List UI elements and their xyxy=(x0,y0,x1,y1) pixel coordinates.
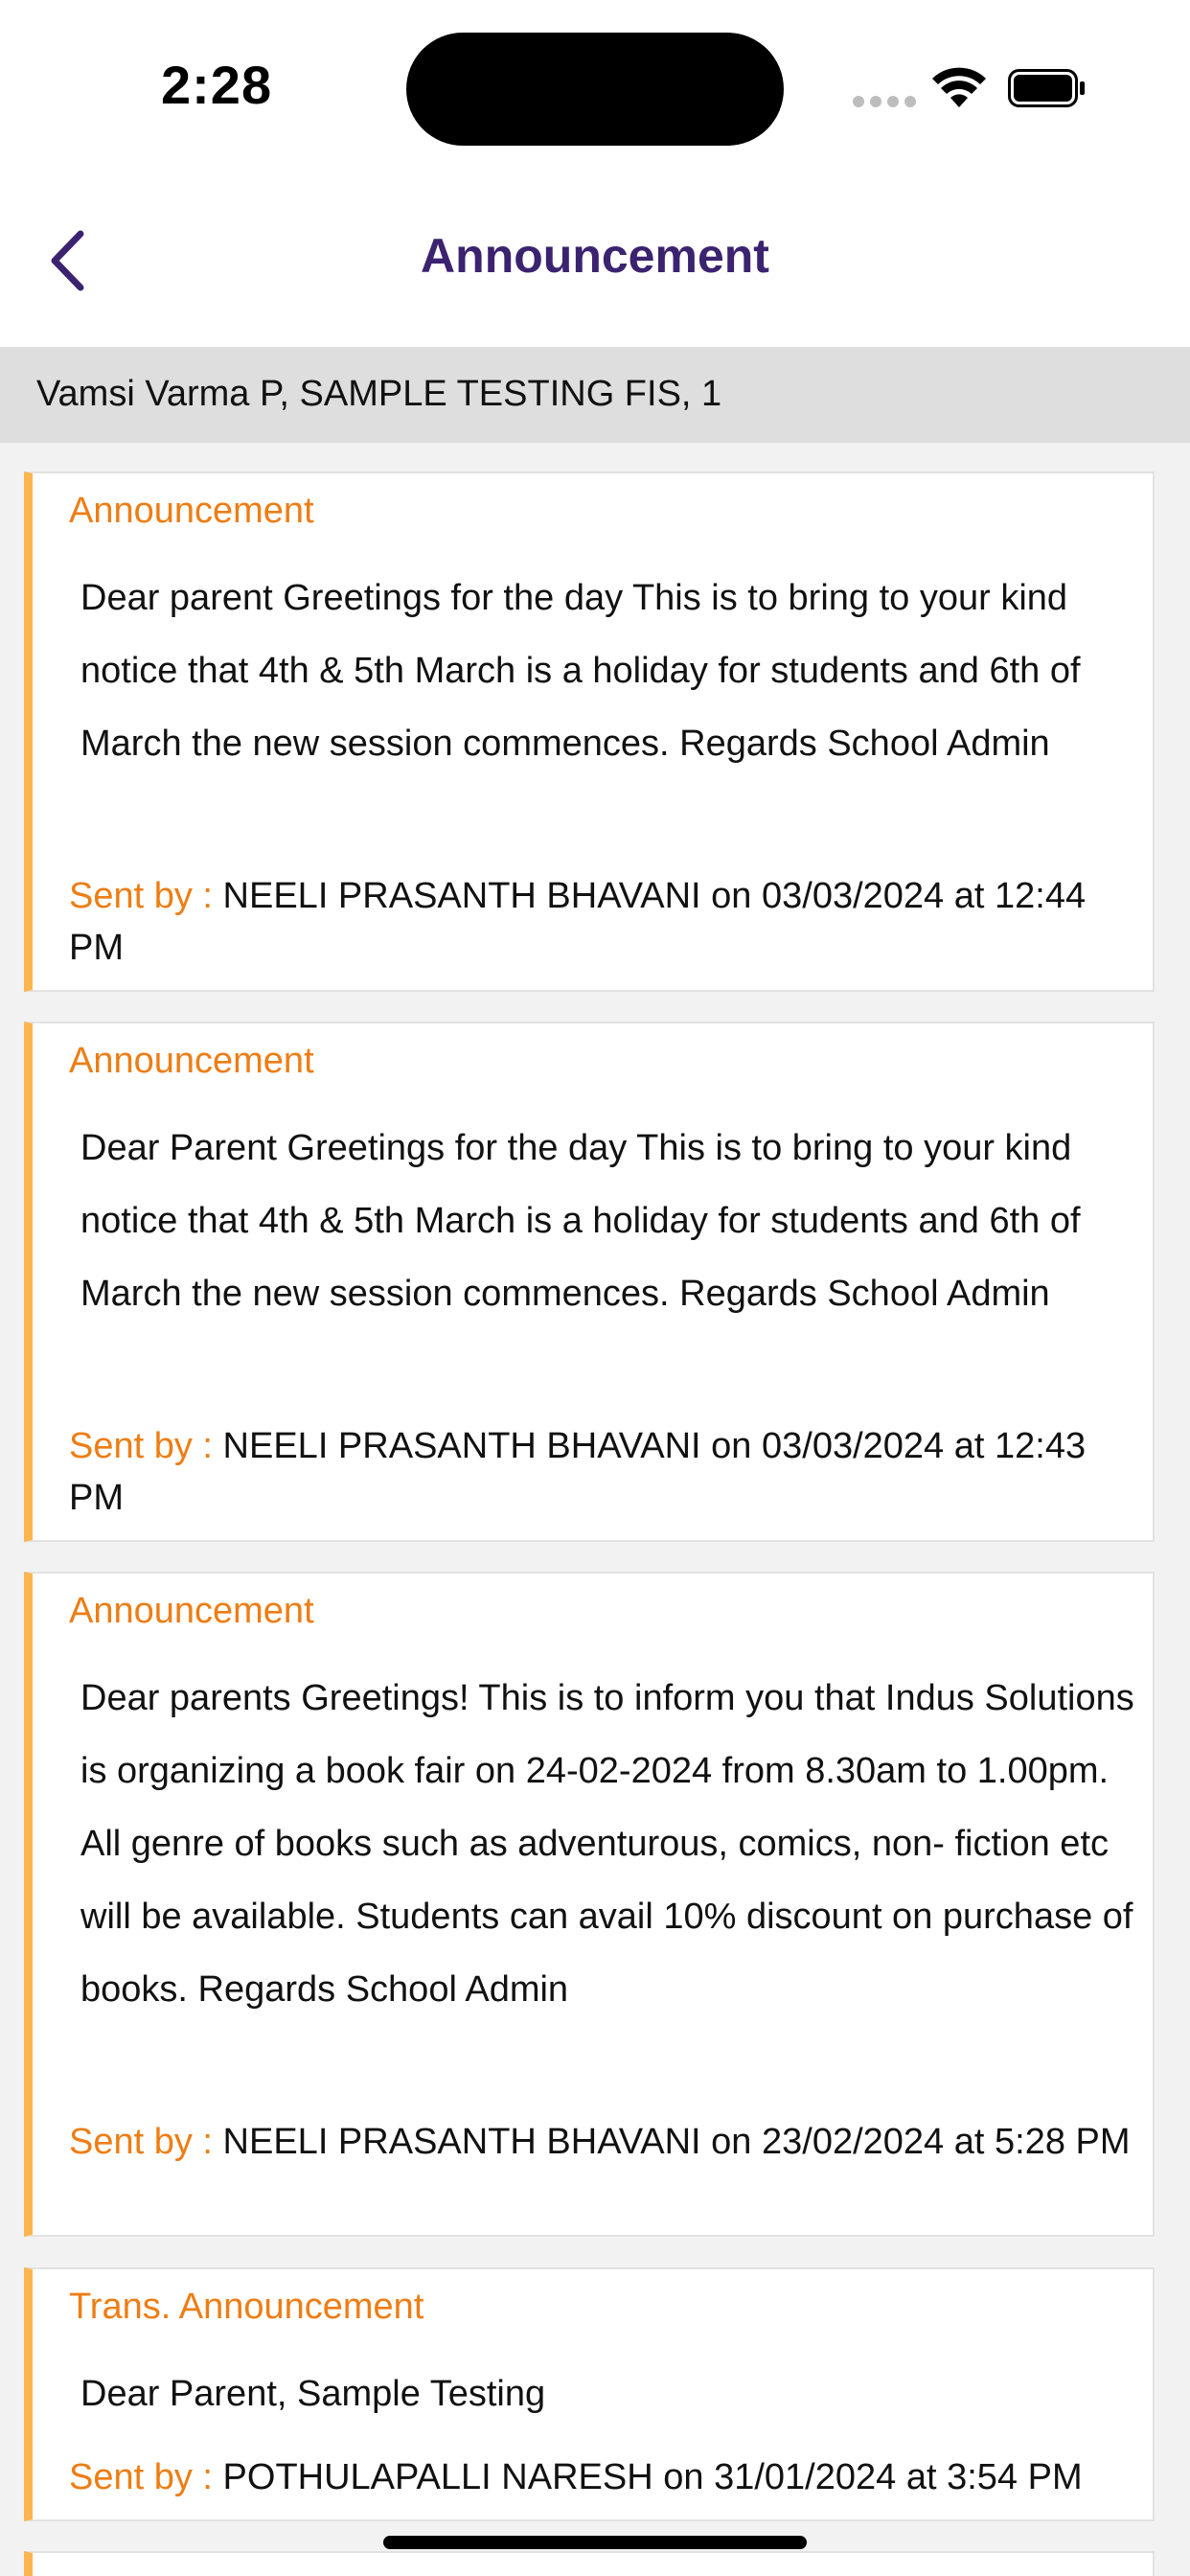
announcement-card[interactable] xyxy=(24,2267,1155,2521)
announcement-card[interactable] xyxy=(24,1572,1155,2237)
sender-name: POTHULAPALLI NARESH xyxy=(222,2457,653,2497)
wifi-icon xyxy=(931,65,987,109)
announcement-type: Announcement xyxy=(69,1041,314,1081)
sender-name: NEELI PRASANTH BHAVANI xyxy=(222,1426,701,1466)
announcement-card-partial[interactable] xyxy=(24,2551,1155,2576)
announcement-type: Announcement xyxy=(69,491,314,531)
announcement-sent-info xyxy=(69,2451,1142,2503)
dynamic-island xyxy=(406,33,784,146)
sent-by-label: Sent by : xyxy=(69,2457,213,2497)
on-word: on xyxy=(711,876,752,916)
announcement-type: Announcement xyxy=(69,1591,314,1631)
at-word: at xyxy=(953,1426,985,1466)
sent-date: 03/03/2024 xyxy=(762,876,945,916)
at-word: at xyxy=(905,2457,937,2497)
announcement-message: Dear parents Greetings! This is to inform you that Indus Solutions is organizing a book fair on 24-02-2024 from 8.30am to 1.00pm. All genre of books such as adventurous, comics, non- fiction etc will be available. Students can avail 10% discount on purchase of books. Regards School Admin xyxy=(80,1678,1134,2010)
page-title: Announcement xyxy=(421,229,769,283)
announcement-message: Dear Parent, Sample Testing xyxy=(80,2374,546,2414)
sender-name: NEELI PRASANTH BHAVANI xyxy=(222,2122,701,2162)
sender-name: NEELI PRASANTH BHAVANI xyxy=(222,876,701,916)
home-indicator[interactable] xyxy=(383,2536,807,2549)
announcement-card[interactable] xyxy=(24,472,1155,992)
status-time: 2:28 xyxy=(161,55,273,115)
student-info-bar xyxy=(0,347,1190,443)
announcement-message: Dear parent Greetings for the day This is to bring to your kind notice that 4th & 5th March is a holiday for students and 6th of March the new session commences. Regards School Admin xyxy=(80,578,1081,764)
student-info-text: Vamsi Varma P, SAMPLE TESTING FIS, 1 xyxy=(36,374,722,414)
on-word: on xyxy=(711,1426,752,1466)
announcement-sent-info xyxy=(69,2116,1142,2168)
announcement-sent-info xyxy=(69,870,1142,974)
announcement-message: Dear Parent Greetings for the day This is to bring to your kind notice that 4th & 5th March is a holiday for students and 6th of March the new session commences. Regards School Admin xyxy=(80,1128,1081,1314)
battery-icon xyxy=(1008,69,1087,107)
sent-date: 23/02/2024 xyxy=(762,2122,945,2162)
at-word: at xyxy=(953,2122,985,2162)
sent-time: 12:43 PM xyxy=(69,1426,1087,1518)
sent-date: 31/01/2024 xyxy=(714,2457,897,2497)
on-word: on xyxy=(711,2122,752,2162)
sent-time: 12:44 PM xyxy=(69,876,1087,968)
announcement-sent-info xyxy=(69,1420,1142,1524)
announcement-card[interactable] xyxy=(24,1022,1155,1542)
status-bar xyxy=(0,0,1190,178)
sent-time: 5:28 PM xyxy=(995,2122,1131,2162)
at-word: at xyxy=(953,876,985,916)
sent-by-label: Sent by : xyxy=(69,2122,213,2162)
announcement-type: Trans. Announcement xyxy=(69,2287,424,2327)
on-word: on xyxy=(663,2457,704,2497)
cellular-signal-icon xyxy=(853,96,916,107)
sent-time: 3:54 PM xyxy=(947,2457,1083,2497)
sent-by-label: Sent by : xyxy=(69,1426,213,1466)
sent-by-label: Sent by : xyxy=(69,876,213,916)
nav-header xyxy=(0,178,1190,347)
sent-date: 03/03/2024 xyxy=(762,1426,945,1466)
